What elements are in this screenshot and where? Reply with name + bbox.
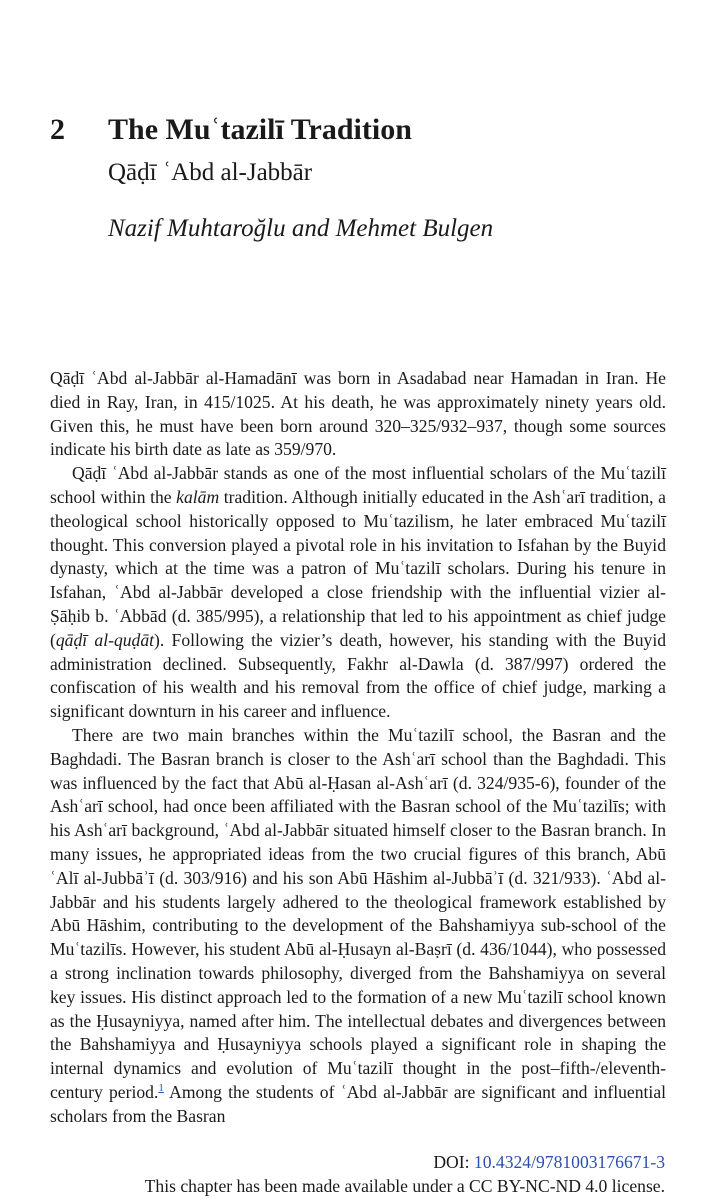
paragraph-2-part-a: Qāḍī ʿAbd al-Jabbār stands as one of the most influential scholars of the Muʿtazilī school within the	[50, 463, 666, 507]
doi-line	[433, 1151, 665, 1173]
term-kalam: kalām	[176, 486, 220, 507]
chapter-subtitle: Qāḍī ʿAbd al-Jabbār	[108, 159, 313, 186]
paragraph-2-part-b: tradition. Although initially educated in the Ashʿarī tradition, a theological school historically opposed to Muʿtazilism, he later embraced Muʿtazilī thought. This conversion played a pivotal role in his invitation to Isfahan by the Buyid dynasty, which at the time was a patron of Muʿtazilī scholars. During his tenure in Isfahan, ʿAbd al-Jabbār developed a close friendship with the influential vizier al-Ṣāḥib b. ʿAbbād (d. 385/995), a relationship that led to his appointment as chief judge (	[50, 486, 666, 650]
license-line: This chapter has been made available under a CC BY-NC-ND 4.0 license.	[144, 1176, 665, 1196]
term-qadi-al-qudat: qāḍī al-quḍāt	[55, 629, 155, 650]
paragraph-2-part-c: ). Following the vizier’s death, however, his standing with the Buyid administration declined. Subsequently, Fakhr al-Dawla (d. 387/997) ordered the confiscation of his wealth and his removal from the office of chief judge, marking a significant downturn in his career and influence.	[50, 629, 666, 722]
doi-label: DOI:	[433, 1152, 474, 1172]
paragraph-3	[50, 724, 666, 1129]
paragraph-3-part-a: There are two main branches within the Muʿtazilī school, the Basran and the Baghdadi. The Basran branch is closer to the Ashʿarī school than the Baghdadi. This was influenced by the fact that Abū al-Ḥasan al-Ashʿarī (d. 324/935-6), founder of the Ashʿarī school, had once been affiliated with the Basran school of the Muʿtazilīs; with his Ashʿarī background, ʿAbd al-Jabbār situated himself closer to the Basran branch. In many issues, he appropriated ideas from the two crucial figures of this branch, Abū ʿAlī al-Jubbāʾī (d. 303/916) and his son Abū Hāshim al-Jubbāʾī (d. 321/933). ʿAbd al-Jabbār and his students largely adhered to the theological framework established by Abū Hāshim, contributing to the development of the Bahshamiyya sub-school of the Muʿtazilīs. However, his student Abū al-Ḥusayn al-Baṣrī (d. 436/1044), who possessed a strong inclination towards philosophy, diverged from the Bahshamiyya on several key issues. His distinct approach led to the formation of a new Muʿtazilī school known as the Ḥusayniyya, named after him. The intellectual debates and divergences between the Bahshamiyya and Ḥusayniyya schools played a significant role in shaping the internal dynamics and evolution of Muʿtazilī thought in the post–fifth-/eleventh-century period.	[50, 724, 666, 1102]
paragraph-3-part-b: Among the students of ʿAbd al-Jabbār are significant and influential scholars from the Basran	[50, 1081, 667, 1126]
doi-link[interactable]: 10.4324/9781003176671-3	[473, 1152, 665, 1172]
paragraph-2	[50, 462, 666, 724]
paragraph-1: Qāḍī ʿAbd al-Jabbār al-Hamadānī was born in Asadabad near Hamadan in Iran. He died in Ray, Iran, in 415/1025. At his death, he was approximately ninety years old. Given this, he must have been born around 320–325/932–937, though some sources indicate his birth date as late as 359/970.	[50, 368, 666, 460]
body-text	[50, 367, 666, 1129]
footnote-1-link[interactable]: 1	[158, 1082, 164, 1095]
chapter-authors: Nazif Muhtaroğlu and Mehmet Bulgen	[108, 215, 494, 242]
chapter-number: 2	[50, 113, 65, 146]
chapter-title: The Muʿtazilī Tradition	[108, 113, 412, 146]
